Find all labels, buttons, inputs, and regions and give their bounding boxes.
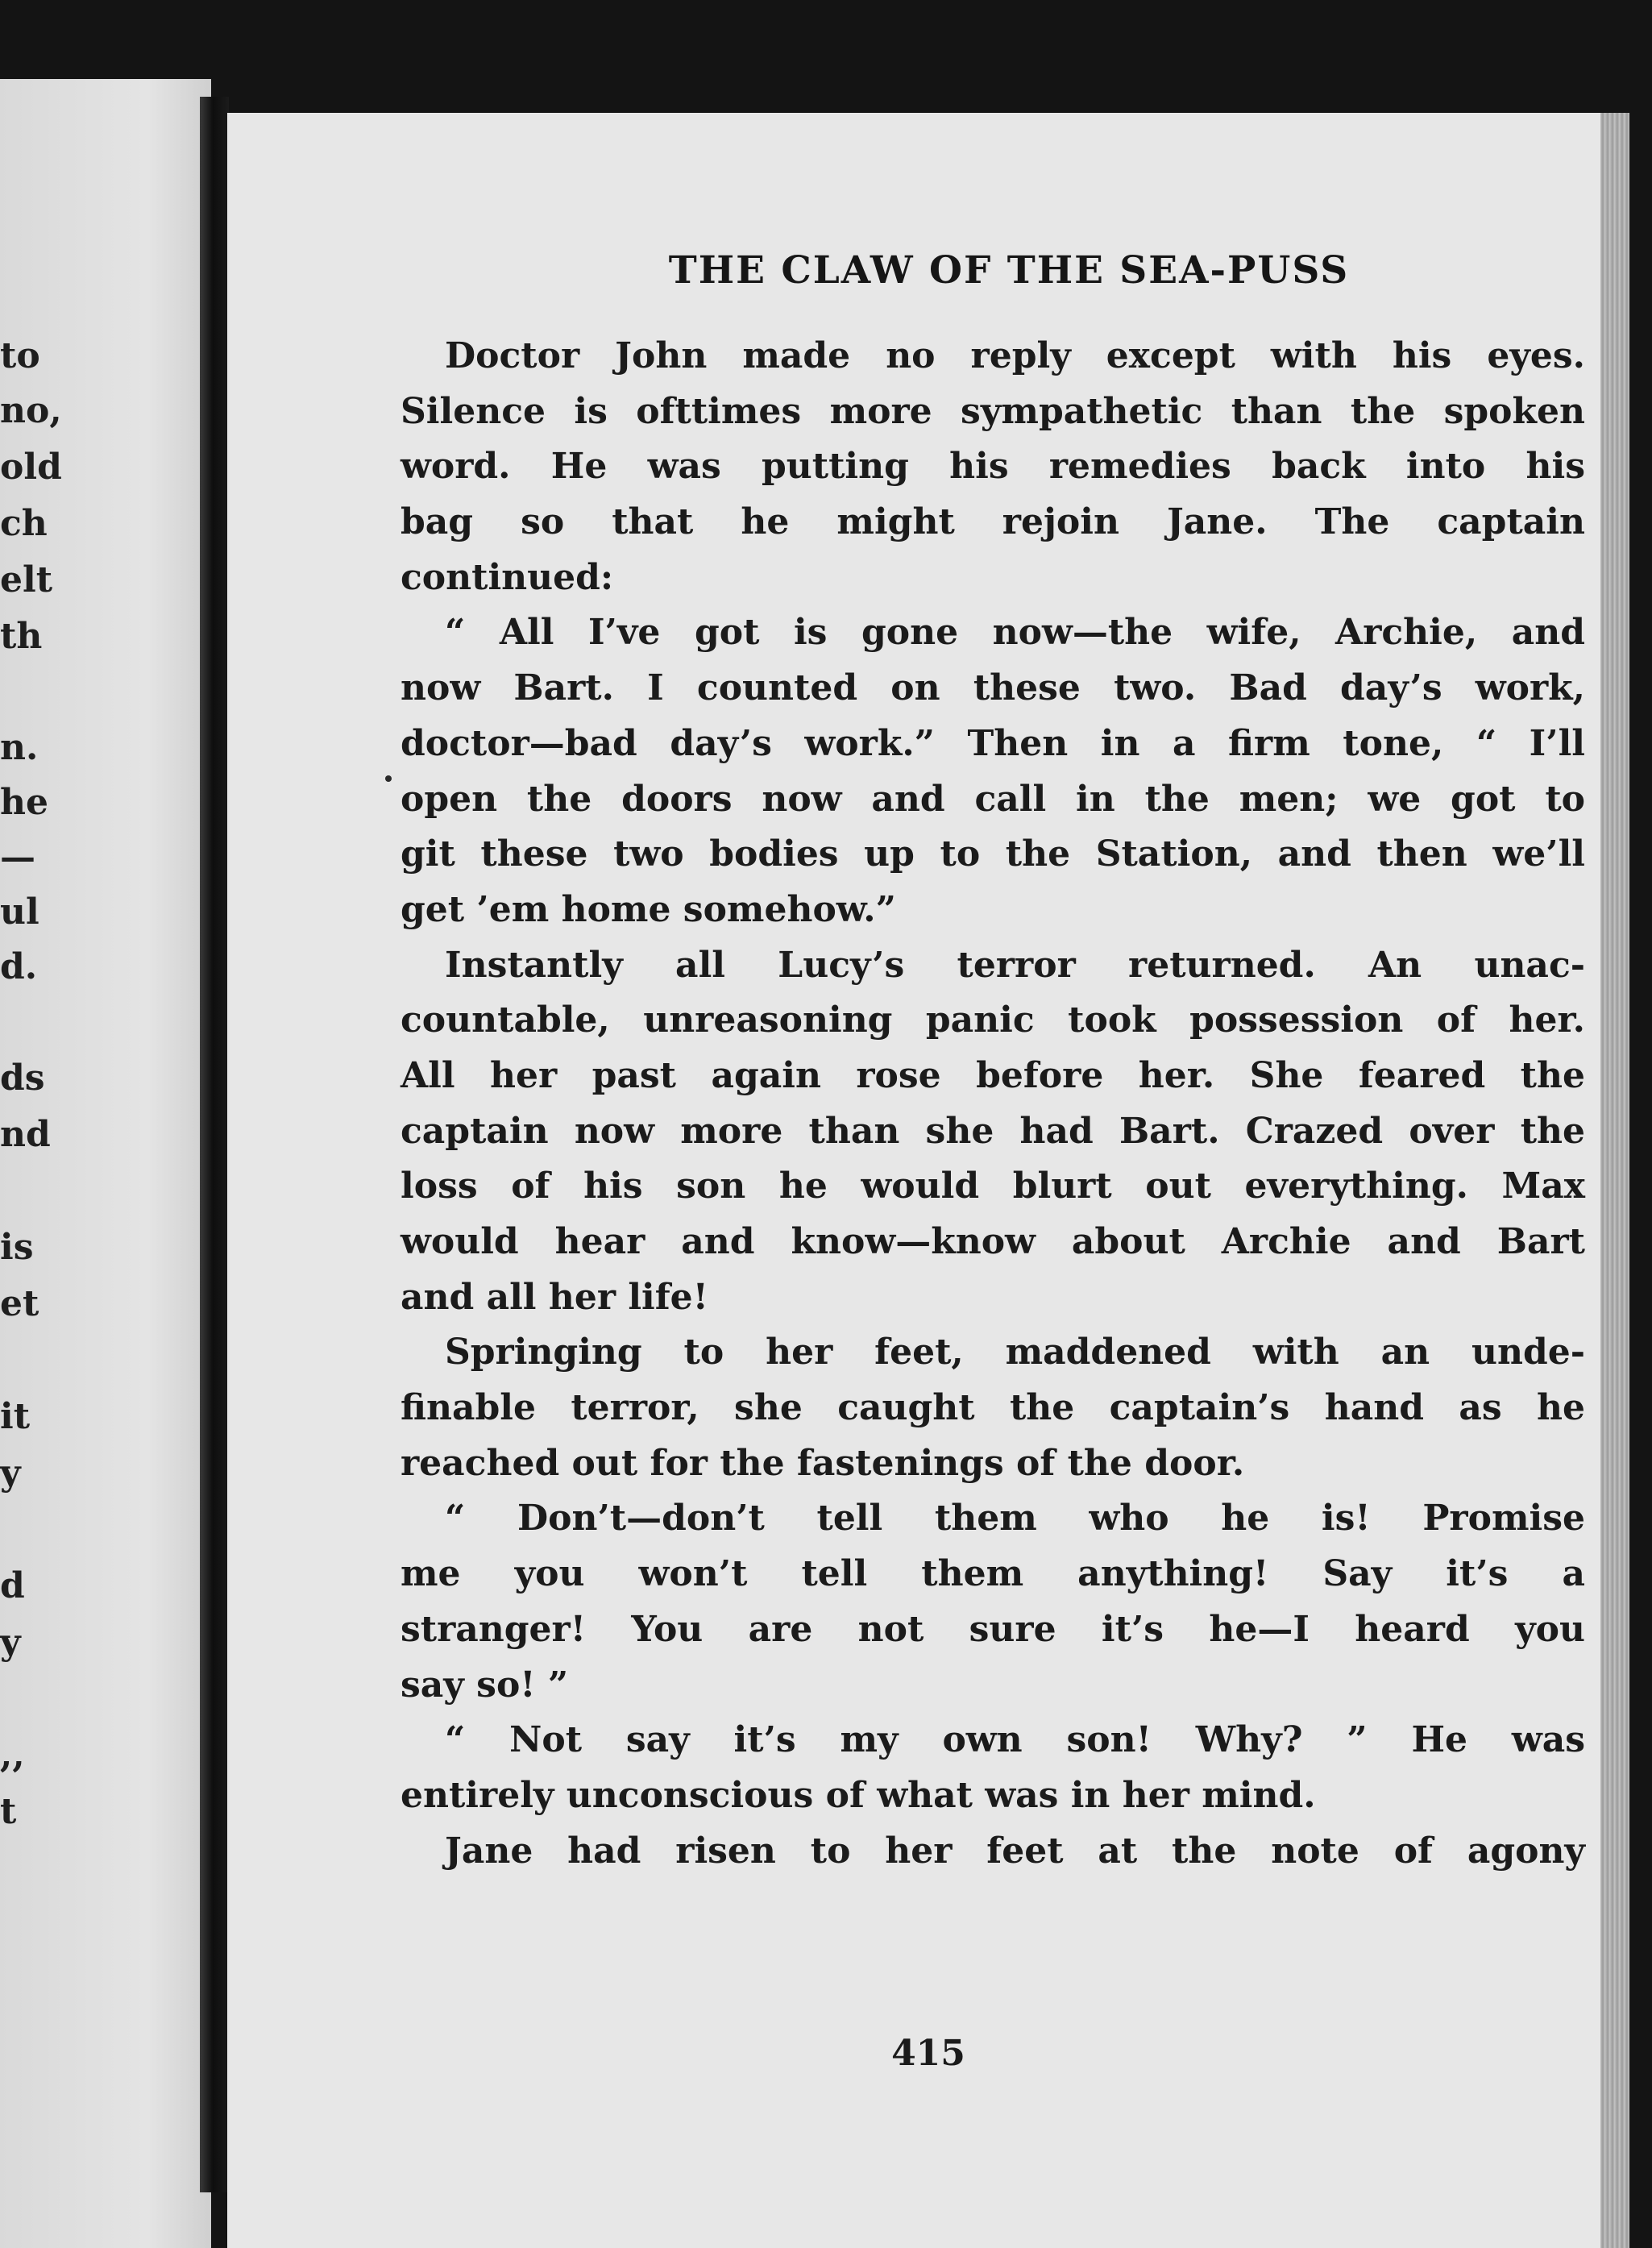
left-fragment: no, xyxy=(0,390,62,431)
left-fragment: y xyxy=(0,1622,21,1663)
text-line: git these two bodies up to the Station, and then we’ll xyxy=(401,833,1585,875)
text-line: Instantly all Lucy’s terror returned. An unac- xyxy=(445,944,1585,986)
text-line: doctor—bad day’s work.” Then in a firm tone, “ I’ll xyxy=(401,722,1585,764)
left-fragment: is xyxy=(0,1227,34,1268)
left-fragment: to xyxy=(0,335,40,376)
text-line: would hear and know—know about Archie and Bart xyxy=(401,1221,1585,1262)
page-edge xyxy=(1600,113,1629,2248)
ink-speck xyxy=(385,775,392,782)
text-line: All her past again rose before her. She feared the xyxy=(401,1054,1585,1096)
text-line: finable terror, she caught the captain’s hand as he xyxy=(401,1387,1585,1429)
left-fragment: old xyxy=(0,447,62,488)
text-line: loss of his son he would blurt out everything. Max xyxy=(401,1166,1585,1207)
left-fragment: — xyxy=(0,837,35,878)
text-line: me you won’t tell them anything! Say it’s a xyxy=(401,1553,1585,1595)
body-text xyxy=(401,329,1585,1879)
left-fragment: n. xyxy=(0,727,39,768)
right-page xyxy=(227,113,1629,2248)
left-fragment: ul xyxy=(0,891,39,933)
text-line: continued: xyxy=(401,556,614,598)
text-line: “ All I’ve got is gone now—the wife, Archie, and xyxy=(445,612,1585,654)
left-fragment: ds xyxy=(0,1058,45,1099)
text-line: and all her life! xyxy=(401,1276,708,1318)
text-line: countable, unreasoning panic took possession of her. xyxy=(401,999,1585,1041)
text-line: bag so that he might rejoin Jane. The captain xyxy=(401,501,1585,543)
left-fragment: th xyxy=(0,616,43,657)
text-line: “ Don’t—don’t tell them who he is! Promise xyxy=(445,1498,1585,1540)
left-fragment: ,, xyxy=(0,1735,25,1776)
left-fragment: d. xyxy=(0,946,38,987)
text-line: get ’em home somehow.” xyxy=(401,888,896,930)
running-head: THE CLAW OF THE SEA-PUSS xyxy=(668,248,1350,293)
left-fragment: d xyxy=(0,1565,25,1606)
text-line: reached out for the fastenings of the door. xyxy=(401,1442,1245,1484)
left-fragment: he xyxy=(0,782,48,823)
text-line: entirely unconscious of what was in her mind. xyxy=(401,1774,1316,1816)
left-page-edge xyxy=(0,79,211,2248)
text-line: word. He was putting his remedies back into his xyxy=(401,446,1585,488)
book-gutter xyxy=(200,97,229,2192)
text-line: say so! ” xyxy=(401,1664,569,1706)
text-line: now Bart. I counted on these two. Bad day’s work, xyxy=(401,667,1585,709)
left-fragment: it xyxy=(0,1396,31,1437)
left-fragment: nd xyxy=(0,1114,51,1155)
page-number: 415 xyxy=(891,2033,965,2074)
left-fragment: t xyxy=(0,1791,17,1832)
text-line: open the doors now and call in the men; we got to xyxy=(401,778,1585,820)
text-line: Silence is ofttimes more sympathetic than the spoken xyxy=(401,390,1585,432)
left-fragment: y xyxy=(0,1452,21,1494)
text-line: “ Not say it’s my own son! Why? ” He was xyxy=(445,1719,1585,1761)
left-fragment: et xyxy=(0,1283,39,1324)
text-line: captain now more than she had Bart. Crazed over the xyxy=(401,1110,1585,1152)
left-fragment: elt xyxy=(0,559,53,600)
text-line: Doctor John made no reply except with his eyes. xyxy=(445,335,1585,376)
text-line: Jane had risen to her feet at the note of agony xyxy=(445,1830,1585,1872)
text-line: Springing to her feet, maddened with an unde- xyxy=(445,1332,1585,1373)
left-fragment: ch xyxy=(0,503,48,544)
text-line: stranger! You are not sure it’s he—I heard you xyxy=(401,1608,1585,1650)
